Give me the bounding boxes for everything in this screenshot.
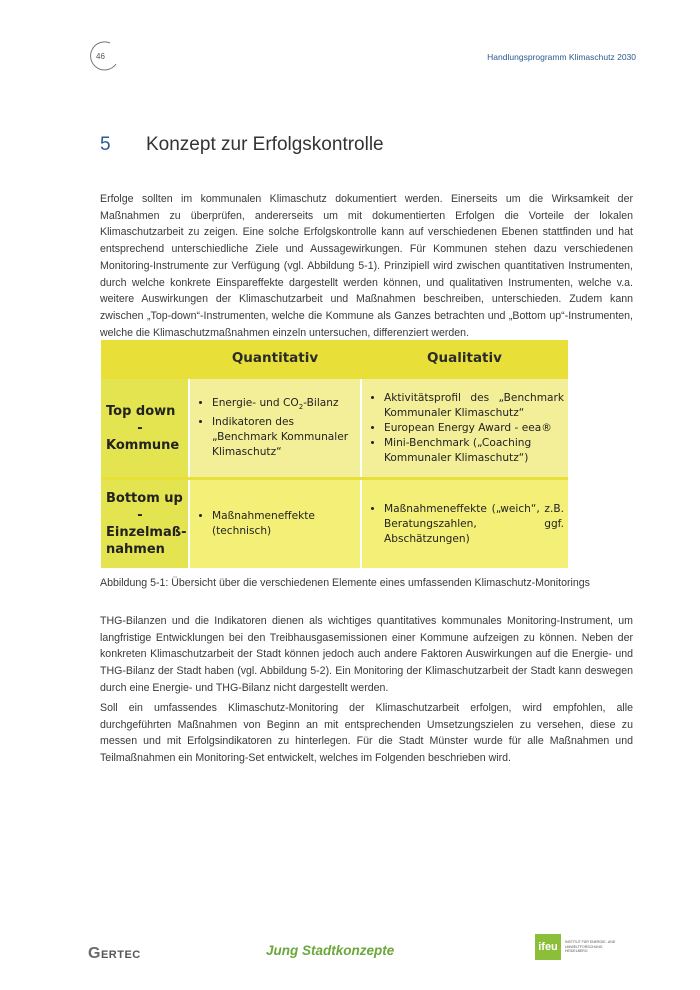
gertec-logo bbox=[88, 945, 141, 963]
list-item-text: -Bilanz bbox=[303, 396, 339, 409]
row-label-line: Top down bbox=[106, 403, 176, 419]
header-quantitativ: Quantitativ bbox=[189, 340, 361, 376]
figure-caption: Abbildung 5-1: Übersicht über die verschiedenen Elemente eines umfassenden Klimaschutz-Monitorings bbox=[100, 577, 590, 589]
paragraph-thg-bilanzen: THG-Bilanzen und die Indikatoren dienen als wichtiges quantitatives kommunales Monitoring-Instrument, um langfristige Entwicklungen bei den Treibhausgasemissionen einer Kommune aufzeigen zu können. Neben der konkreten Klimaschutzarbeit der Stadt können jedoch auch andere Faktoren Auswirkungen auf die Energie- und THG-Bilanz der Stadt haben (vgl. Abbildung 5-2). Ein Monitoring der Klimaschutzarbeit der Stadt kann deswegen durch eine Energie- und THG-Bilanz nicht dargestellt werden. bbox=[100, 615, 633, 694]
row-label-line: Bottom up bbox=[106, 491, 183, 506]
row-label-line: - bbox=[137, 420, 143, 436]
gertec-logo-g: G bbox=[88, 945, 101, 962]
row-label-top-down bbox=[101, 379, 189, 477]
paragraph-monitoring: Soll ein umfassendes Klimaschutz-Monitoring der Klimaschutzarbeit erfolgen, wird empfohlen, alle durchgeführten Maßnahmen von Beginn an mit entsprechenden Umsetzungszielen zu versehen, diese zu messen und mit Erfolgsindikatoren zu hinterlegen. Für die Stadt Münster wurde für alle Maßnahmen und Teilmaßnahmen ein Monitoring-Set entwickelt, welches im Folgenden beschrieben wird. bbox=[100, 702, 633, 765]
row-label-bottom-up bbox=[101, 480, 189, 568]
jung-stadtkonzepte-logo: Jung Stadtkonzepte bbox=[266, 943, 395, 958]
page-number: 46 bbox=[96, 52, 105, 61]
row-label-line: Kommune bbox=[106, 437, 180, 453]
list-item: • Indikatoren des „Benchmark Kommunaler Klimaschutz“ bbox=[212, 415, 356, 460]
ifeu-logo-mark: ifeu bbox=[535, 934, 561, 960]
figure-header-row bbox=[101, 340, 568, 376]
chapter-heading bbox=[100, 134, 384, 156]
figure-row-top-down bbox=[101, 379, 568, 477]
row-label-line: nahmen bbox=[106, 542, 165, 557]
chapter-title: Konzept zur Erfolgskontrolle bbox=[146, 134, 384, 155]
header-qualitativ: Qualitativ bbox=[361, 340, 568, 376]
ifeu-logo-subtitle: INSTITUT FÜR ENERGIE- UND UMWELTFORSCHUNG HEIDELBERG bbox=[565, 940, 616, 953]
cell-bottom-up-quantitativ bbox=[189, 480, 361, 568]
intro-paragraph: Erfolge sollten im kommunalen Klimaschutz dokumentiert werden. Einerseits um die Wirksamkeit der Maßnahmen zu überprüfen, andererseits um mit dokumentierten Erfolgen die Vorteile der lokalen Klimaschutzarbeit zu zeigen. Eine solche Erfolgskontrolle kann auf verschiedenen Ebenen stattfinden und hat entsprechend unterschiedliche Ziele und Aussagewirkungen. Für Kommunen stehen dazu verschiedenen Monitoring-Instrumente zur Verfügung (vgl. Abbildung 5-1). Prinzipiell wird zwischen quantitativen Instrumenten, durch welche konkrete Einspareffekte dargestellt werden können, und qualitativen Instrumenten, welche v.a. weitere Auswirkungen der Klimaschutzarbeit und Maßnahmen beschreiben, unterschieden. Zudem kann zwischen „Top-down“-Instrumenten, welche die Kommune als Ganzes betrachten und „Bottom up“-Instrumenten, welche die Klimaschutzmaßnahmen einzeln untersuchen, differenziert werden. bbox=[100, 193, 633, 339]
list-item: • Mini-Benchmark („Coaching Kommunaler Klimaschutz“) bbox=[384, 436, 564, 466]
cell-top-down-quantitativ bbox=[189, 379, 361, 477]
monitoring-figure bbox=[101, 340, 568, 568]
list-item: • Maßnahmeneffekte („weich“, z.B. Beratungszahlen, ggf. Abschätzungen) bbox=[384, 502, 564, 547]
list-item: • Maßnahmeneffekte (technisch) bbox=[212, 509, 356, 539]
row-label-line: - bbox=[137, 508, 143, 523]
cell-top-down-qualitativ bbox=[361, 379, 568, 477]
list-item bbox=[212, 396, 356, 415]
row-label-line: Einzelmaß- bbox=[106, 525, 187, 540]
running-header: Handlungsprogramm Klimaschutz 2030 bbox=[487, 52, 636, 62]
figure-header-empty bbox=[101, 340, 189, 376]
gertec-logo-text: ERTEC bbox=[100, 949, 141, 961]
chapter-number: 5 bbox=[100, 134, 111, 155]
list-item: • Aktivitätsprofil des „Benchmark Kommunaler Klimaschutz“ bbox=[384, 391, 564, 421]
figure-row-bottom-up bbox=[101, 480, 568, 568]
list-item: • European Energy Award - eea® bbox=[384, 421, 564, 436]
subscript-2: 2 bbox=[298, 403, 304, 412]
list-item-text: Energie- und CO bbox=[212, 396, 299, 409]
cell-bottom-up-qualitativ bbox=[361, 480, 568, 568]
